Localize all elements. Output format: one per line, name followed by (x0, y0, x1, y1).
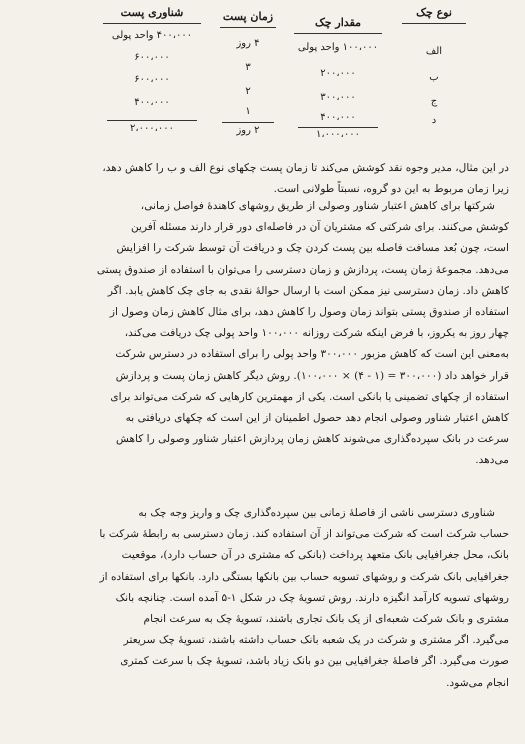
paragraph-availability-float (22, 503, 509, 694)
cell-type-2: ب (429, 72, 439, 83)
header-mail-time: زمان پست (222, 10, 274, 23)
text-line: شناوری دسترسی ناشی از فاصلهٔ زمانی بین سپرده‌گذاری چک و واریز وجه چک به (138, 507, 495, 519)
text-line: کوشش می‌کنند. برای شرکتی که مشتریان آن در فاصله‌ای دور قرار دارند مسئله آفرین (130, 221, 509, 234)
header-underline (294, 33, 382, 34)
cell-amount-1: ۱۰۰،۰۰۰ واحد پولی (297, 42, 379, 53)
cell-mail-time-2: ۳ (245, 62, 251, 73)
total-line (222, 122, 273, 123)
cell-amount-3: ۳۰۰،۰۰۰ (320, 92, 356, 103)
total-line (107, 120, 197, 121)
header-underline (220, 27, 276, 28)
text-line: مشتری و بانک شرکت شعبه‌ای از یک بانک تجاری باشند، تسویهٔ چک به سرعت انجام (143, 613, 509, 626)
text-line: روشهای تسویه کارآمد انگیزه دارند. روش تسویهٔ چک در شکل ۱-۵ آمده است. چنانچه بانک (115, 591, 509, 604)
text-line: زیرا زمان مربوط به این دو گروه، نسبتاً طولانی است. (273, 183, 509, 196)
cell-type-4: د (431, 115, 437, 126)
cell-float-3: ۶۰۰،۰۰۰ (134, 74, 170, 85)
header-underline (103, 23, 202, 24)
cell-float-1: ۴۰۰،۰۰۰ واحد پولی (111, 30, 193, 41)
cell-float-2: ۶۰۰،۰۰۰ (134, 52, 170, 63)
text-line: جغرافیایی بانک شرکت و روشهای تسویه حساب بین بانکها بستگی دارد. بانکها برای استفاده از (99, 570, 509, 583)
text-line: کاهش اعتبار شناور وصولی انجام دهد حصول اطمینان از این است که چکهای دریافتی به (125, 412, 509, 425)
text-line: می‌دهد. مجموعهٔ زمان پست، پردازش و زمان دسترسی را می‌توان با استفاده از صندوق پستی (96, 263, 509, 276)
cell-amount-2: ۲۰۰،۰۰۰ (320, 68, 356, 79)
text-line: صورت می‌گیرد. اگر فاصلهٔ جغرافیایی بین دو بانک زیاد باشد، تسویهٔ چک با سرعت کمتری (120, 655, 509, 668)
cell-amount-4: ۴۰۰،۰۰۰ (320, 112, 356, 123)
text-line: در این مثال، مدیر وجوه نقد کوشش می‌کند تا زمان پست چکهای نوع الف و ب را کاهش دهد، (102, 162, 509, 174)
text-line: استفاده از صندوق پستی بتواند زمان وصول را کاهش دهد، برای مثال کاهش زمان وصول از (109, 306, 509, 319)
text-line: به‌معنی این است که کاهش مزبور ۳۰۰،۰۰۰ واحد پولی را برای استفاده در دسترس شرکت (115, 348, 509, 361)
text-line: چهار روز به یکروز، با فرض اینکه شرکت روزانه ۱۰۰،۰۰۰ واحد پولی چک دریافت می‌کند، (124, 327, 509, 340)
total-float: ۲،۰۰۰،۰۰۰ (129, 123, 175, 134)
cell-float-4: ۴۰۰،۰۰۰ (134, 97, 170, 108)
total-mail-time: ۲ روز (236, 125, 260, 136)
cell-mail-time-4: ۱ (245, 106, 251, 117)
paragraph-example (22, 158, 509, 200)
column-check-amount (288, 2, 388, 140)
column-check-type (398, 2, 470, 140)
postal-float-table (90, 2, 470, 140)
text-line: کاهش داد. زمان دسترسی نیز ممکن است با ارسال حوالهٔ نقدی به جای چک کاهش یابد. اگر (107, 284, 509, 297)
cell-type-3: ج (430, 96, 438, 107)
text-line: حساب شرکت است که شرکت می‌تواند از آن استفاده کند. زمان دسترسی به رابطهٔ شرکت با (99, 528, 509, 541)
column-mail-time (216, 2, 280, 140)
paragraph-collection-float (22, 196, 509, 472)
total-amount: ۱،۰۰۰،۰۰۰ (315, 129, 361, 140)
text-line: سرعت در بانک سپرده‌گذاری می‌شوند کاهش زمان پردازش اعتبار شناور وصولی را کاهش (115, 433, 509, 446)
text-line: استفاده از چکهای تضمینی یا بانکی است. یکی از مهمترین کارهایی که شرکت می‌تواند برای (110, 390, 509, 403)
text-line: بانک، محل جغرافیایی بانک متعهد پرداخت (بانکی که مشتری در آن حساب دارد)، موقعیت (121, 549, 509, 562)
cell-type-1: الف (425, 46, 443, 57)
header-postal-float: شناوری پست (120, 6, 184, 19)
text-line: می‌گیرد. اگر مشتری و شرکت در یک شعبه بانک حساب داشته باشند، تسویهٔ چک سریعتر (123, 634, 509, 647)
column-postal-float (96, 2, 208, 140)
header-check-type: نوع چک (416, 6, 452, 19)
cell-mail-time-3: ۲ (245, 86, 251, 97)
text-line: است، چون بُعد مسافت فاصله بین پست کردن چک و دریافت آن توسط شرکت را افزایش (116, 242, 509, 255)
header-check-amount: مقدار چک (314, 16, 362, 29)
cell-mail-time-1: ۴ روز (236, 38, 260, 49)
total-line (298, 127, 378, 128)
text-line: انجام می‌شود. (446, 676, 509, 689)
text-line: قرار خواهد داد (۳۰۰،۰۰۰ = (۱ - ۴) × ۱۰۰،۰۰۰). روش دیگر کاهش زمان پست و پردازش (115, 369, 509, 382)
text-line: می‌دهد. (475, 454, 509, 467)
text-line: شرکتها برای کاهش اعتبار شناور وصولی از طریق روشهای کاهندهٔ فواصل زمانی، (140, 200, 495, 212)
header-underline (402, 23, 465, 24)
